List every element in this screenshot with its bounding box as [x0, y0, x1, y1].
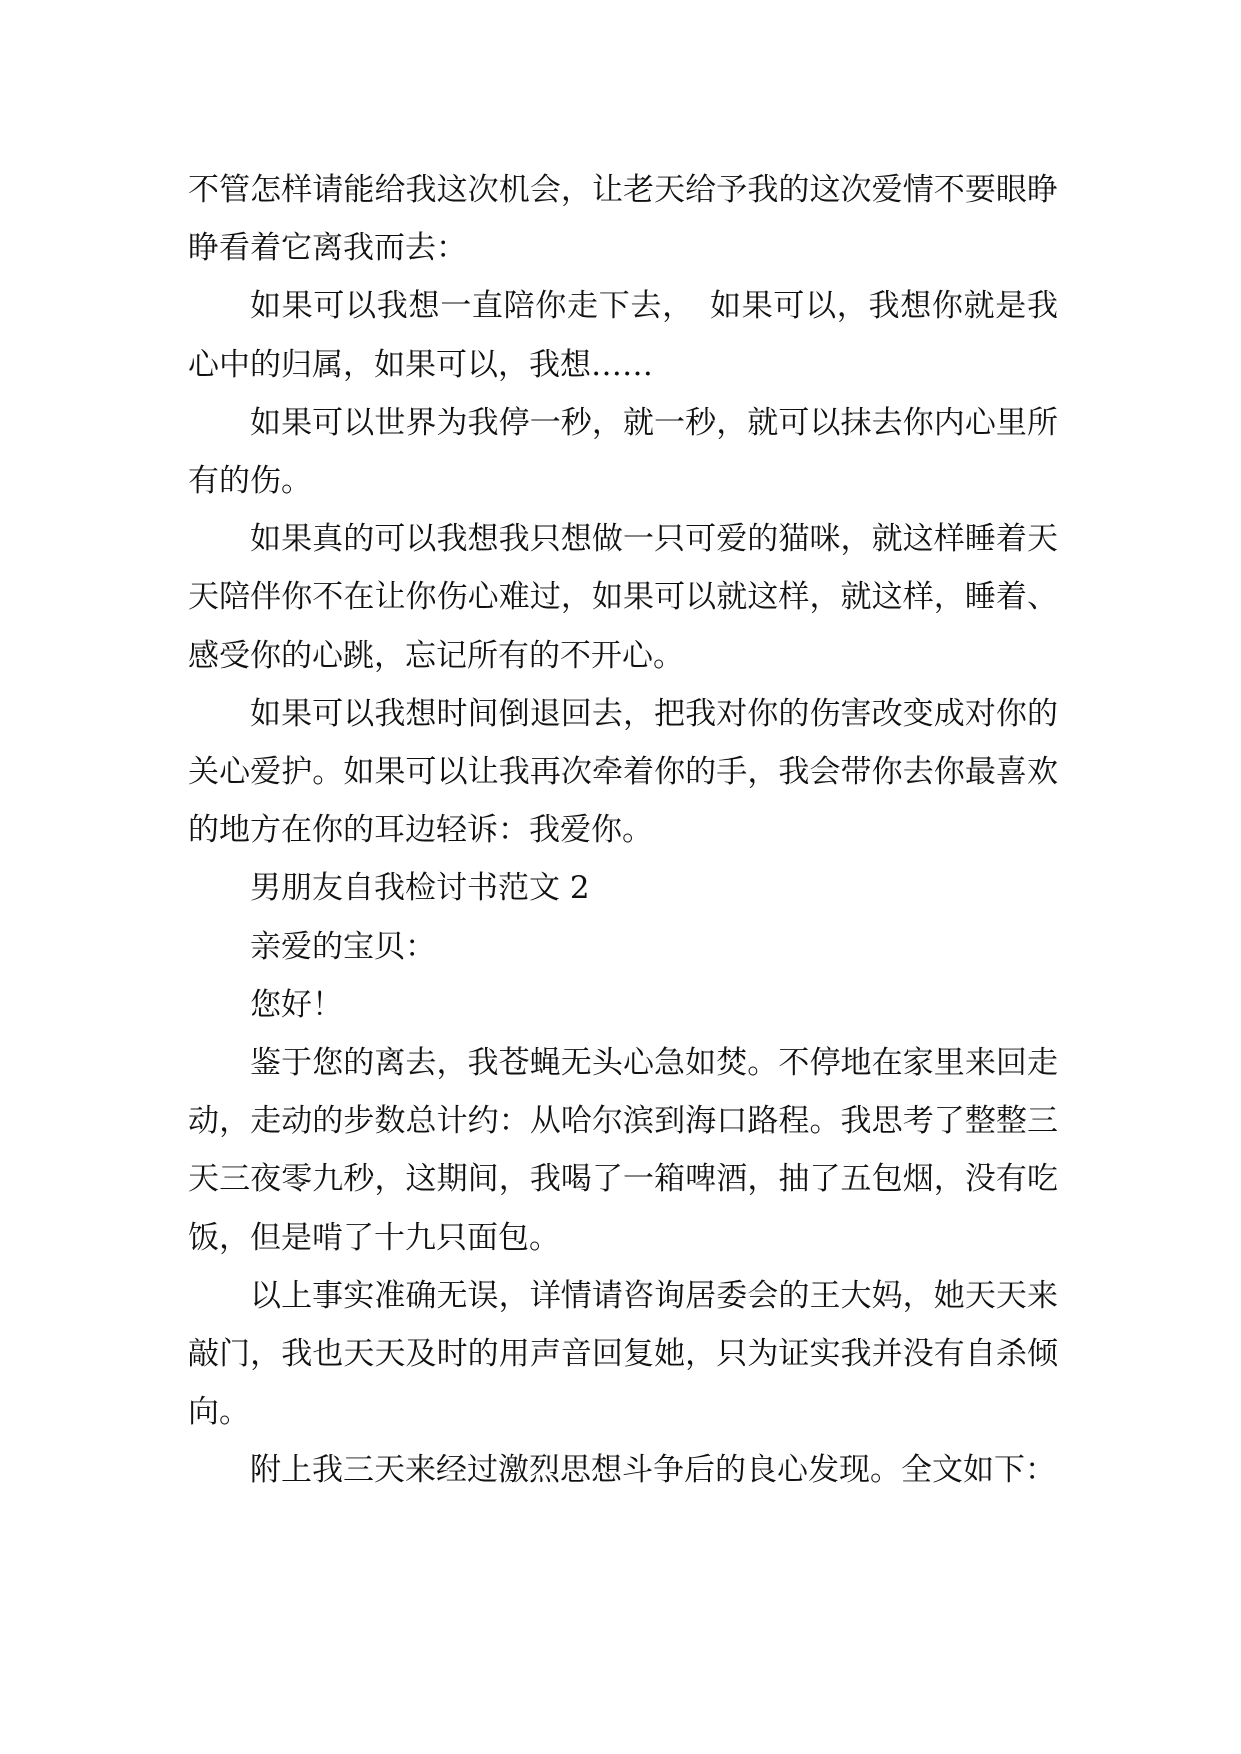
salutation: 亲爱的宝贝： — [250, 928, 436, 965]
section-heading: 男朋友自我检讨书范文 2 — [250, 870, 590, 907]
document-body — [188, 161, 1058, 1500]
paragraph-4: 如果真的可以我想我只想做一只可爱的猫咪，就这样睡着天天陪伴你不在让你伤心难过，如果可以就这样，就这样，睡着、感受你的心跳，忘记所有的不开心。 — [188, 521, 1058, 674]
paragraph-2: 如果可以我想一直陪你走下去， 如果可以，我想你就是我心中的归属，如果可以，我想…… — [188, 288, 1058, 383]
paragraph-9: 鉴于您的离去，我苍蝇无头心急如焚。不停地在家里来回走动，走动的步数总计约：从哈尔滨到海口路程。我思考了整整三天三夜零九秒，这期间，我喝了一箱啤酒，抽了五包烟，没有吃饭，但是啃了十九只面包。 — [188, 1045, 1058, 1256]
greeting: 您好！ — [250, 986, 343, 1023]
paragraph-5: 如果可以我想时间倒退回去，把我对你的伤害改变成对你的关心爱护。如果可以让我再次牵着你的手，我会带你去你最喜欢的地方在你的耳边轻诉：我爱你。 — [188, 695, 1058, 849]
paragraph-11: 附上我三天来经过激烈思想斗争后的良心发现。全文如下： — [250, 1452, 1056, 1489]
paragraph-1: 不管怎样请能给我这次机会，让老天给予我的这次爱情不要眼睁睁看着它离我而去： — [188, 172, 1058, 267]
paragraph-3: 如果可以世界为我停一秒，就一秒，就可以抹去你内心里所有的伤。 — [188, 404, 1058, 500]
paragraph-10: 以上事实准确无误，详情请咨询居委会的王大妈，她天天来敲门，我也天天及时的用声音回复她，只为证实我并没有自杀倾向。 — [188, 1277, 1058, 1431]
